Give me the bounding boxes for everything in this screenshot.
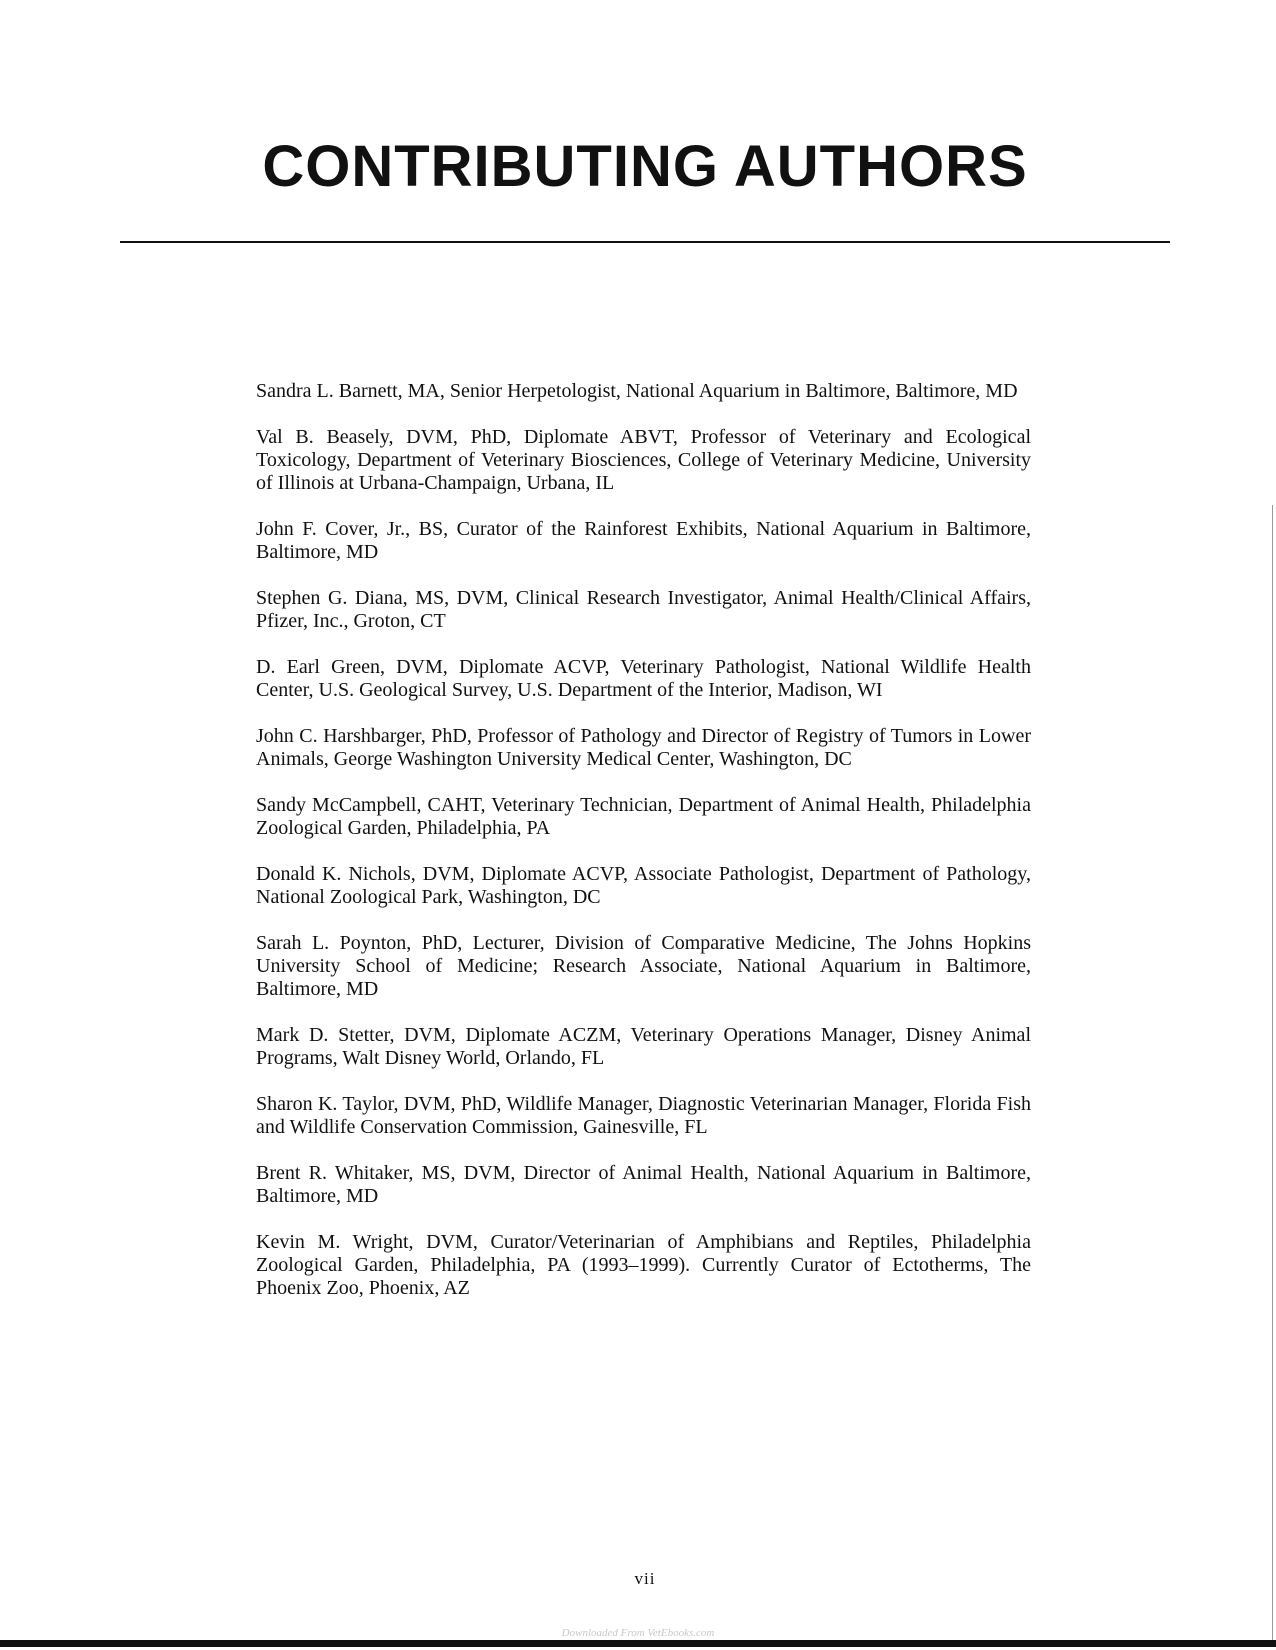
scan-right-edge bbox=[1272, 505, 1273, 1640]
author-entry: Sharon K. Taylor, DVM, PhD, Wildlife Manager, Diagnostic Veterinarian Manager, Florida Fish and Wildlife Conservation Commission, Gainesville, FL bbox=[256, 1093, 1031, 1138]
scan-bottom-edge bbox=[0, 1640, 1276, 1647]
author-entry: Kevin M. Wright, DVM, Curator/Veterinarian of Amphibians and Reptiles, Philadelphia Zoological Garden, Philadelphia, PA (1993–1999). Currently Curator of Ectotherms, The Phoenix Zoo, Phoenix, AZ bbox=[256, 1231, 1031, 1299]
author-entry: Sandy McCampbell, CAHT, Veterinary Technician, Department of Animal Health, Philadelphia Zoological Garden, Philadelphia, PA bbox=[256, 794, 1031, 839]
author-list bbox=[256, 380, 1031, 1323]
page-number: vii bbox=[634, 1569, 656, 1588]
page-title: CONTRIBUTING AUTHORS bbox=[262, 134, 1028, 199]
author-entry: Donald K. Nichols, DVM, Diplomate ACVP, Associate Pathologist, Department of Pathology, National Zoological Park, Washington, DC bbox=[256, 863, 1031, 908]
author-entry: Val B. Beasely, DVM, PhD, Diplomate ABVT, Professor of Veterinary and Ecological Toxicology, Department of Veterinary Biosciences, College of Veterinary Medicine, University of Illinois at Urbana-Champaign, Urbana, IL bbox=[256, 426, 1031, 494]
title-rule bbox=[120, 241, 1170, 243]
author-entry: Stephen G. Diana, MS, DVM, Clinical Research Investigator, Animal Health/Clinical Affairs, Pfizer, Inc., Groton, CT bbox=[256, 587, 1031, 632]
author-entry: D. Earl Green, DVM, Diplomate ACVP, Veterinary Pathologist, National Wildlife Health Center, U.S. Geological Survey, U.S. Department of the Interior, Madison, WI bbox=[256, 656, 1031, 701]
author-entry: Sarah L. Poynton, PhD, Lecturer, Division of Comparative Medicine, The Johns Hopkins University School of Medicine; Research Associate, National Aquarium in Baltimore, Baltimore, MD bbox=[256, 932, 1031, 1000]
author-entry: Brent R. Whitaker, MS, DVM, Director of Animal Health, National Aquarium in Baltimore, Baltimore, MD bbox=[256, 1162, 1031, 1207]
author-entry: Sandra L. Barnett, MA, Senior Herpetologist, National Aquarium in Baltimore, Baltimore, MD bbox=[256, 380, 1018, 402]
watermark: Downloaded From VetEbooks.com bbox=[561, 1627, 715, 1639]
author-entry: John F. Cover, Jr., BS, Curator of the Rainforest Exhibits, National Aquarium in Baltimore, Baltimore, MD bbox=[256, 518, 1031, 563]
author-entry: Mark D. Stetter, DVM, Diplomate ACZM, Veterinary Operations Manager, Disney Animal Programs, Walt Disney World, Orlando, FL bbox=[256, 1024, 1031, 1069]
author-entry: John C. Harshbarger, PhD, Professor of Pathology and Director of Registry of Tumors in Lower Animals, George Washington University Medical Center, Washington, DC bbox=[256, 725, 1031, 770]
